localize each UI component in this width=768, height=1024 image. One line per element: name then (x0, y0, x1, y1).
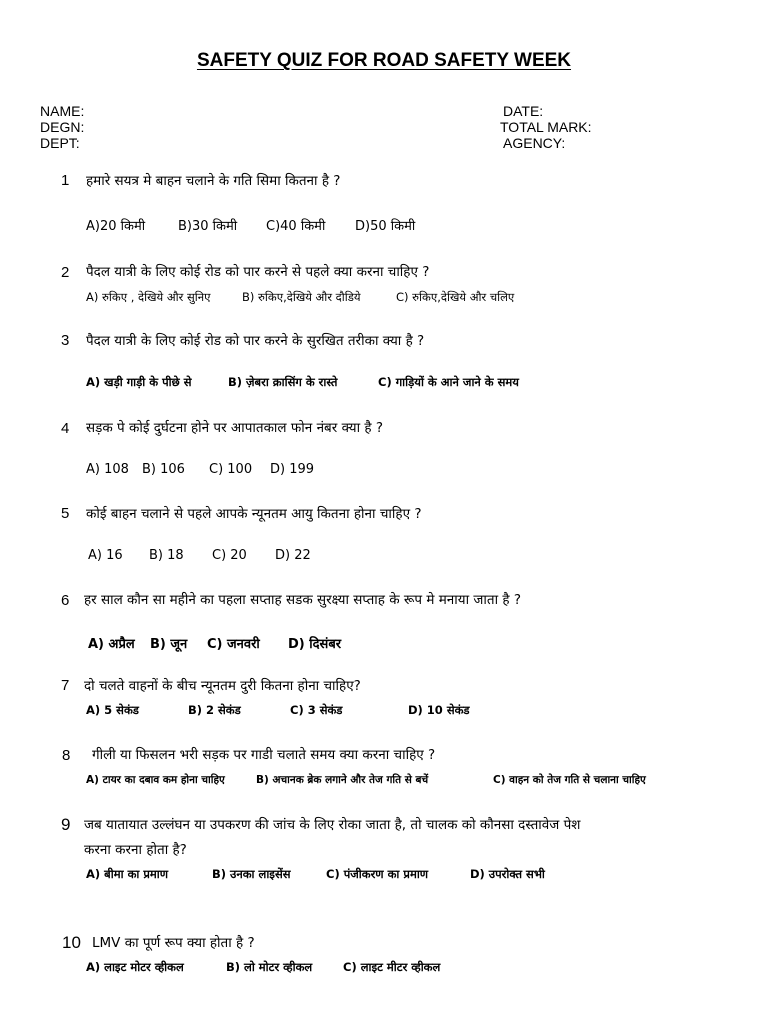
option-a: A) खड़ी गाड़ी के पीछे से (86, 375, 192, 389)
page-title: SAFETY QUIZ FOR ROAD SAFETY WEEK (196, 50, 572, 71)
option-b: B) उनका लाइसेंस (212, 867, 291, 881)
question-number: 7 (61, 677, 70, 694)
option-c: C) पंजीकरण का प्रमाण (326, 867, 429, 881)
option-a: A) 16 (88, 548, 123, 563)
option-d: D) 199 (270, 462, 315, 477)
option-d: D) 22 (275, 548, 311, 563)
question-text: दो चलते वाहनों के बीच न्यूनतम दुरी कितना होना चाहिए? (84, 678, 361, 694)
question-text: गीली या फिसलन भरी सड़क पर गाडी चलाते समय क्या करना चाहिए ? (92, 747, 436, 763)
option-b: B) ज़ेबरा क्रासिंग के रास्ते (228, 375, 338, 389)
question-number: 8 (62, 747, 71, 764)
option-a: A) टायर का दबाव कम होना चाहिए (86, 774, 225, 786)
dept-field-label: DEPT: (40, 135, 80, 151)
option-b: B) अचानक ब्रेक लगाने और तेज गति से बचें (256, 774, 429, 786)
agency-field-label: AGENCY: (503, 135, 566, 151)
question-number: 6 (61, 592, 70, 609)
option-c: C) 20 (212, 548, 247, 563)
option-b: B) लो मोटर व्हीकल (226, 960, 313, 974)
option-d: D) दिसंबर (288, 637, 342, 652)
option-a: A) बीमा का प्रमाण (86, 867, 169, 881)
option-d: D)50 किमी (355, 219, 416, 234)
question-number: 1 (61, 172, 70, 189)
option-c: C)40 किमी (266, 219, 326, 234)
option-a: A) रुकिए , देखिये और सुनिए (86, 290, 211, 304)
option-a: A)20 किमी (86, 219, 146, 234)
option-c: C) गाड़ियों के आने जाने के समय (378, 375, 519, 389)
question-text: पैदल यात्री के लिए कोई रोड को पार करने से पहले क्या करना चाहिए ? (86, 264, 430, 280)
option-b: B) रुकिए,देखिये और दौडिये (242, 290, 361, 304)
option-a: A) लाइट मोटर व्हीकल (86, 960, 184, 974)
option-c: C) रुकिए,देखिये और चलिए (396, 290, 515, 304)
question-text-line2: करना करना होता है? (84, 842, 187, 858)
option-d: D) 10 सेकंड (408, 703, 470, 717)
question-text: पैदल यात्री के लिए कोई रोड को पार करने के सुरखित तरीका क्या है ? (86, 333, 425, 349)
option-c: C) लाइट मीटर व्हीकल (343, 960, 441, 974)
question-text: LMV का पूर्ण रूप क्या होता है ? (92, 935, 255, 951)
option-b: B)30 किमी (178, 219, 238, 234)
option-d: D) उपरोक्त सभी (470, 867, 545, 881)
question-number: 5 (61, 505, 70, 522)
question-text: हर साल कौन सा महीने का पहला सप्ताह सडक सुरक्ष्या सप्ताह के रूप मे मनाया जाता है ? (84, 592, 521, 608)
option-a: A) 108 (86, 462, 129, 477)
option-a: A) अप्रैल (88, 637, 135, 652)
option-a: A) 5 सेकंड (86, 703, 139, 717)
option-b: B) 2 सेकंड (188, 703, 241, 717)
question-text: हमारे सयत्र मे बाहन चलाने के गति सिमा कितना है ? (86, 173, 341, 189)
option-b: B) 18 (149, 548, 184, 563)
option-c: C) 100 (209, 462, 253, 477)
option-c: C) वाहन को तेज गति से चलाना चाहिए (493, 774, 646, 786)
option-c: C) जनवरी (207, 637, 260, 652)
question-number: 3 (61, 332, 70, 349)
date-field-label: DATE: (503, 103, 544, 119)
question-text: सड़क पे कोई दुर्घटना होने पर आपातकाल फोन नंबर क्या है ? (86, 420, 384, 436)
option-c: C) 3 सेकंड (290, 703, 343, 717)
question-number: 2 (61, 264, 70, 281)
degn-field-label: DEGN: (40, 119, 85, 135)
name-field-label: NAME: (40, 103, 85, 119)
question-text-line1: जब यातायात उल्लंघन या उपकरण की जांच के लिए रोका जाता है, तो चालक को कौनसा दस्तावेज पेश (84, 817, 581, 833)
question-text: कोई बाहन चलाने से पहले आपके न्यूनतम आयु कितना होना चाहिए ? (86, 506, 422, 522)
question-number: 9 (61, 815, 71, 834)
total-mark-field-label: TOTAL MARK: (500, 119, 592, 135)
question-number: 10 (62, 933, 81, 952)
option-b: B) जून (150, 637, 188, 652)
option-b: B) 106 (142, 462, 185, 477)
question-number: 4 (61, 420, 70, 437)
